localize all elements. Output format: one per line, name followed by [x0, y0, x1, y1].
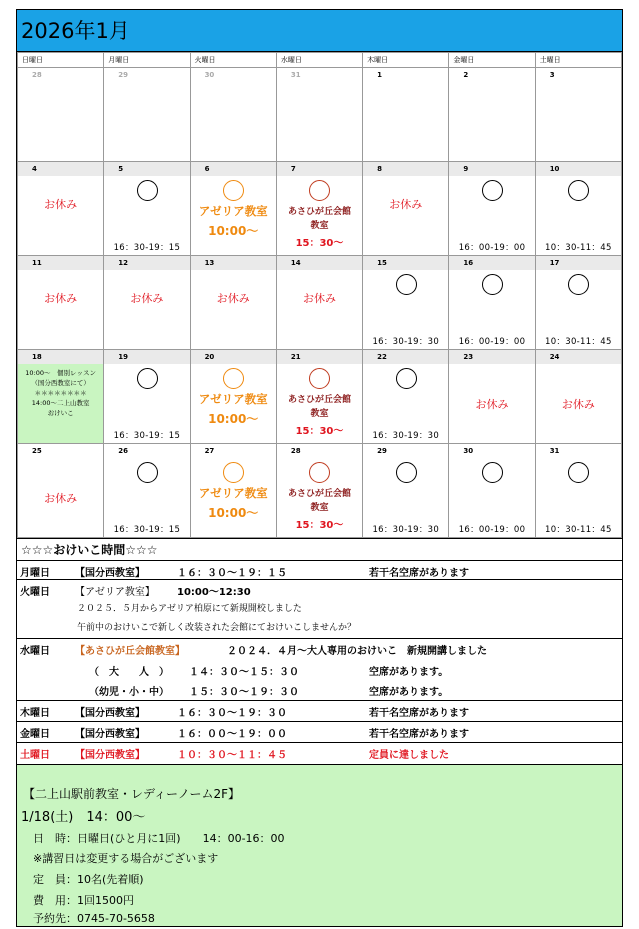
weekday-label: 水曜日 — [20, 646, 50, 657]
day-number: 16 — [449, 256, 534, 270]
day-cell — [190, 162, 276, 256]
day-number: 2 — [449, 68, 534, 82]
day-cell — [449, 256, 535, 350]
lesson-time: 16：00-19：00 — [458, 525, 526, 535]
lesson-time: 16：30-19：15 — [113, 431, 181, 441]
available-circle-icon — [482, 180, 503, 201]
note-line: （国分西教室にて） — [31, 379, 90, 387]
day-cell — [535, 68, 621, 162]
available-circle-icon — [309, 180, 330, 201]
available-circle-icon — [396, 274, 417, 295]
weekday-header: 月曜日 — [104, 53, 190, 68]
available-circle-icon — [137, 462, 158, 483]
calendar-grid — [17, 52, 622, 538]
day-number: 28 — [18, 68, 103, 82]
available-circle-icon — [482, 462, 503, 483]
weekday-header: 土曜日 — [535, 53, 621, 68]
availability-note: 空席があります。 — [369, 667, 449, 678]
adult-time: １４：３０〜１５：３０ — [189, 667, 299, 678]
schedule-row-wednesday — [17, 639, 622, 701]
schedule-row-thursday — [17, 701, 622, 722]
closed-label: お休み — [389, 198, 423, 211]
day-number: 23 — [449, 350, 534, 364]
day-number: 20 — [191, 350, 276, 364]
kids-time: １５：３０〜１９：３０ — [189, 687, 299, 698]
day-cell — [104, 68, 190, 162]
day-cell — [190, 256, 276, 350]
asahigaoka-class-time: 15：30〜 — [295, 520, 344, 531]
schedule-row-friday — [17, 722, 622, 743]
info-line: ２０２４．４月〜大人専用のおけいこ 新規開講しました — [227, 646, 487, 657]
event-change-note: ※講習日は変更する場合がございます — [33, 852, 219, 865]
adult-label: （ 大 人 ） — [89, 667, 169, 678]
day-number: 19 — [104, 350, 189, 364]
closed-label: お休み — [475, 398, 509, 411]
day-number: 22 — [363, 350, 448, 364]
info-line: 午前中のおけいこで新しく改装された会館にておけいこしませんか？ — [77, 623, 357, 633]
available-circle-icon — [137, 368, 158, 389]
asahigaoka-class-label: あさひが丘会館 — [287, 489, 351, 499]
lesson-time: 16：00-19：00 — [458, 337, 526, 347]
closed-label: お休み — [44, 198, 78, 211]
day-cell — [535, 444, 621, 538]
azalea-class-label: アゼリア教室 — [198, 204, 268, 218]
day-number: 7 — [277, 162, 362, 176]
day-cell — [104, 444, 190, 538]
special-lesson-note — [18, 368, 103, 418]
day-cell — [363, 444, 449, 538]
day-number: 30 — [449, 444, 534, 458]
event-title: 【二上山駅前教室・レディーノーム2F】 — [23, 787, 240, 801]
day-cell — [449, 444, 535, 538]
day-cell — [276, 68, 362, 162]
weekday-header: 木曜日 — [363, 53, 449, 68]
weekday-label: 火曜日 — [20, 587, 50, 598]
available-circle-icon — [568, 274, 589, 295]
day-number: 28 — [277, 444, 362, 458]
day-number: 31 — [277, 68, 362, 82]
info-line: ２０２５．５月からアゼリア柏原にて新規開校しました — [77, 604, 302, 614]
weekday-label: 金曜日 — [20, 729, 50, 740]
available-circle-icon — [568, 180, 589, 201]
availability-note: 若干名空席があります — [369, 729, 469, 740]
lesson-time: 16：30-19：15 — [113, 243, 181, 253]
available-circle-icon — [309, 462, 330, 483]
day-cell — [190, 350, 276, 444]
lesson-schedule — [17, 538, 622, 764]
day-number: 30 — [191, 68, 276, 82]
closed-label: お休み — [130, 292, 164, 305]
lesson-time: 10：30-11：45 — [545, 337, 612, 347]
note-line: ＊＊＊＊＊＊＊＊ — [34, 389, 87, 397]
day-number: 24 — [536, 350, 621, 364]
day-cell — [363, 68, 449, 162]
day-cell — [18, 162, 104, 256]
available-circle-icon — [223, 180, 244, 201]
schedule-row-saturday — [17, 743, 622, 764]
day-number: 5 — [104, 162, 189, 176]
place-label: 【国分西教室】 — [75, 750, 145, 761]
availability-note: 若干名空席があります — [369, 708, 469, 719]
asahigaoka-class-label: あさひが丘会館 — [287, 207, 351, 217]
lesson-time: 16：30-19：30 — [372, 431, 440, 441]
day-number: 8 — [363, 162, 448, 176]
day-number: 25 — [18, 444, 103, 458]
weekday-header: 金曜日 — [449, 53, 535, 68]
event-info-box — [17, 764, 622, 926]
time-label: １６：００〜１９：００ — [177, 729, 287, 740]
month-title: 2026年1月 — [17, 10, 622, 52]
closed-label: お休み — [44, 492, 78, 505]
day-cell — [104, 256, 190, 350]
closed-label: お休み — [561, 398, 595, 411]
availability-note: 空席があります。 — [369, 687, 449, 698]
day-number: 31 — [536, 444, 621, 458]
day-number: 3 — [536, 68, 621, 82]
azalea-class-time: 10:00〜 — [208, 412, 259, 426]
weekday-header: 水曜日 — [276, 53, 362, 68]
day-cell — [18, 68, 104, 162]
day-cell — [104, 162, 190, 256]
day-number: 12 — [104, 256, 189, 270]
lesson-time: 16：00-19：00 — [458, 243, 526, 253]
day-cell — [363, 350, 449, 444]
day-number: 4 — [18, 162, 103, 176]
day-cell — [535, 350, 621, 444]
available-circle-icon — [309, 368, 330, 389]
day-cell — [449, 350, 535, 444]
azalea-class-time: 10:00〜 — [208, 506, 259, 520]
day-cell — [276, 162, 362, 256]
lesson-time: 16：30-19：30 — [372, 337, 440, 347]
day-number: 15 — [363, 256, 448, 270]
kids-label: （幼児・小・中） — [89, 687, 169, 698]
day-cell — [449, 68, 535, 162]
day-number: 6 — [191, 162, 276, 176]
lesson-time: 10：30-11：45 — [545, 243, 612, 253]
asahigaoka-class-label2: 教室 — [310, 503, 329, 513]
note-line: 10:00〜 個別レッスン — [25, 369, 96, 377]
lesson-time: 16：30-19：30 — [372, 525, 440, 535]
place-label: 【あさひが丘会館教室】 — [75, 646, 185, 657]
place-label: 【国分西教室】 — [75, 568, 145, 579]
schedule-heading: ☆☆☆おけいこ時間☆☆☆ — [17, 539, 622, 561]
note-line: おけいこ — [47, 409, 74, 417]
weekday-label: 月曜日 — [20, 568, 50, 579]
azalea-class-label: アゼリア教室 — [198, 392, 268, 406]
day-cell — [363, 162, 449, 256]
lesson-time: 10：30-11：45 — [545, 525, 612, 535]
weekday-label: 土曜日 — [20, 750, 50, 761]
place-label: 【アゼリア教室】 — [75, 587, 155, 598]
weekday-label: 木曜日 — [20, 708, 50, 719]
event-datetime: 日 時：日曜日(ひと月に1回) 14：00-16：00 — [33, 832, 285, 845]
available-circle-icon — [137, 180, 158, 201]
day-number: 11 — [18, 256, 103, 270]
available-circle-icon — [482, 274, 503, 295]
weekday-header: 火曜日 — [190, 53, 276, 68]
day-number: 9 — [449, 162, 534, 176]
day-number: 21 — [277, 350, 362, 364]
day-number: 27 — [191, 444, 276, 458]
place-label: 【国分西教室】 — [75, 729, 145, 740]
available-circle-icon — [396, 462, 417, 483]
closed-label: お休み — [44, 292, 78, 305]
day-cell — [449, 162, 535, 256]
place-label: 【国分西教室】 — [75, 708, 145, 719]
day-cell — [535, 162, 621, 256]
availability-note: 定員に達しました — [369, 750, 449, 761]
azalea-class-label: アゼリア教室 — [198, 486, 268, 500]
day-number: 14 — [277, 256, 362, 270]
schedule-row-tuesday — [17, 580, 622, 639]
day-cell — [18, 444, 104, 538]
day-number: 29 — [363, 444, 448, 458]
closed-label: お休み — [302, 292, 336, 305]
weekday-header: 日曜日 — [18, 53, 104, 68]
available-circle-icon — [223, 368, 244, 389]
schedule-row-monday — [17, 561, 622, 580]
event-contact: 予約先：0745-70-5658 — [33, 912, 155, 925]
asahigaoka-class-label2: 教室 — [310, 221, 329, 231]
available-circle-icon — [396, 368, 417, 389]
event-date: 1/18(土) 14：00〜 — [21, 810, 146, 825]
day-cell — [190, 444, 276, 538]
day-cell — [104, 350, 190, 444]
day-cell — [276, 350, 362, 444]
availability-note: 若干名空席があります — [369, 568, 469, 579]
note-line: 14:00〜二上山教室 — [31, 399, 90, 407]
time-label: １６：３０〜１９：１５ — [177, 568, 287, 579]
day-cell — [190, 68, 276, 162]
calendar-sheet — [16, 9, 623, 927]
time-label: １０：３０〜１１：４５ — [177, 750, 287, 761]
day-number: 26 — [104, 444, 189, 458]
time-label: 10:00〜12:30 — [177, 587, 251, 598]
day-cell — [363, 256, 449, 350]
time-label: １６：３０〜１９：３０ — [177, 708, 287, 719]
day-number: 10 — [536, 162, 621, 176]
day-cell — [276, 444, 362, 538]
day-cell — [276, 256, 362, 350]
event-fee: 費 用：1回1500円 — [33, 894, 134, 907]
day-number: 13 — [191, 256, 276, 270]
day-number: 29 — [104, 68, 189, 82]
day-number: 1 — [363, 68, 448, 82]
day-number: 17 — [536, 256, 621, 270]
day-cell — [18, 256, 104, 350]
lesson-time: 16：30-19：15 — [113, 525, 181, 535]
available-circle-icon — [223, 462, 244, 483]
day-cell — [18, 350, 104, 444]
available-circle-icon — [568, 462, 589, 483]
asahigaoka-class-time: 15：30〜 — [295, 426, 344, 437]
asahigaoka-class-label: あさひが丘会館 — [287, 395, 351, 405]
event-capacity: 定 員：10名(先着順) — [33, 873, 144, 886]
day-cell — [535, 256, 621, 350]
day-number: 18 — [18, 350, 103, 364]
asahigaoka-class-label2: 教室 — [310, 409, 329, 419]
asahigaoka-class-time: 15：30〜 — [295, 238, 344, 249]
closed-label: お休み — [216, 292, 250, 305]
azalea-class-time: 10:00〜 — [208, 224, 259, 238]
